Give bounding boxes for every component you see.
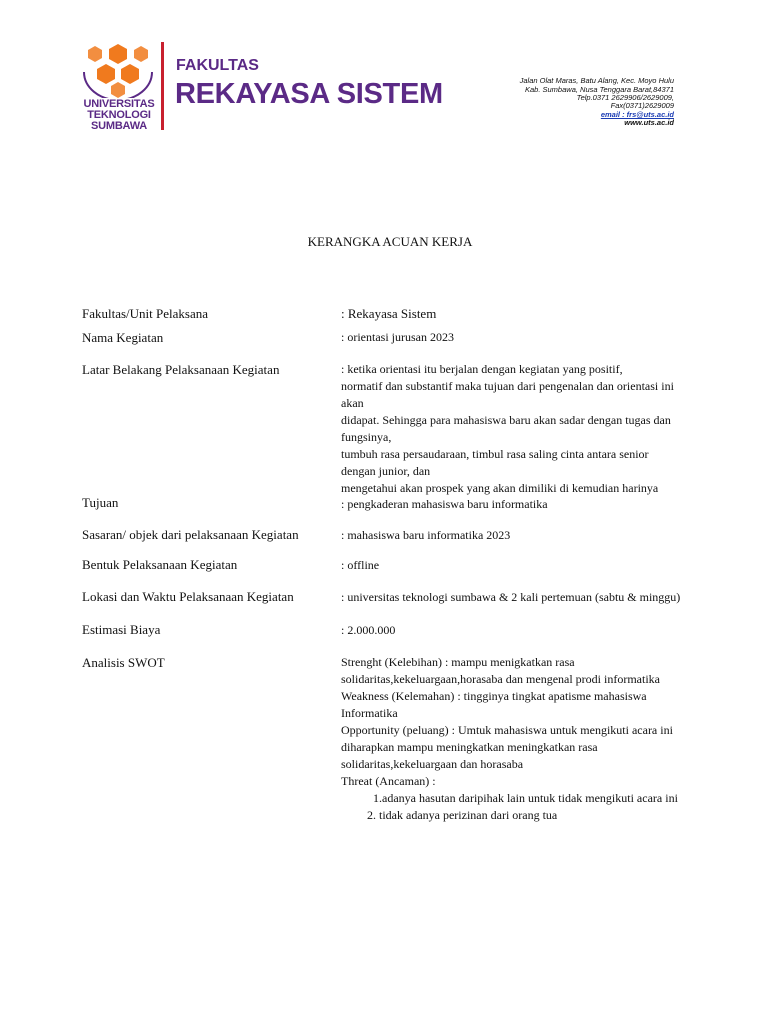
university-logo-icon bbox=[80, 42, 156, 98]
email-link[interactable]: email : frs@uts.ac.id bbox=[600, 110, 674, 119]
swot-strength: Strenght (Kelebihan) : mampu menigkatkan rasa solidaritas,kekeluargaan,horasaba dan mengenal prodi informatika bbox=[341, 655, 660, 686]
latar-line: normatif dan substantif maka tujuan dari pengenalan dan orientasi ini akan bbox=[341, 379, 674, 410]
value-tujuan: : pengkaderan mahasiswa baru informatika bbox=[341, 497, 548, 511]
latar-line: didapat. Sehingga para mahasiswa baru akan sadar dengan tugas dan fungsinya, bbox=[341, 413, 671, 444]
value-bentuk: : offline bbox=[341, 558, 380, 572]
latar-line: tumbuh rasa persaudaraan, timbul rasa saling cinta antara senior dengan junior, dan bbox=[341, 447, 649, 478]
label-swot: Analisis SWOT bbox=[82, 655, 165, 670]
swot-threat-item: 1.adanya hasutan daripihak lain untuk tidak mengikuti acara ini bbox=[373, 791, 678, 805]
value-swot bbox=[341, 654, 681, 824]
label-sasaran: Sasaran/ objek dari pelaksanaan Kegiatan bbox=[82, 527, 299, 542]
value-fakultas: : Rekayasa Sistem bbox=[341, 306, 437, 321]
website-link[interactable]: www.uts.ac.id bbox=[624, 118, 674, 127]
phone-line: Telp.0371 2629906/2629009, bbox=[576, 93, 674, 102]
document-title: KERANGKA ACUAN KERJA bbox=[307, 234, 473, 249]
faculty-label: FAKULTAS bbox=[176, 57, 259, 74]
latar-line: mengetahui akan prospek yang akan dimiliki di kemudian harinya bbox=[341, 481, 659, 495]
university-name-line: UNIVERSITAS bbox=[83, 98, 155, 110]
swot-opportunity: Opportunity (peluang) : Umtuk mahasiswa untuk mengikuti acara ini diharapkan mampu meningkatkan meningkatkan rasa solidaritas,kekeluargaan dan horasaba bbox=[341, 723, 673, 771]
value-sasaran: : mahasiswa baru informatika 2023 bbox=[341, 528, 511, 542]
latar-line: : ketika orientasi itu berjalan dengan kegiatan yang positif, bbox=[341, 362, 623, 376]
university-name-line: SUMBAWA bbox=[90, 120, 148, 132]
value-lokasi-waktu: : universitas teknologi sumbawa & 2 kali pertemuan (sabtu & minggu) bbox=[341, 590, 681, 604]
header-divider bbox=[161, 42, 164, 130]
university-name-line: TEKNOLOGI bbox=[87, 109, 151, 121]
swot-threat-item: 2. tidak adanya perizinan dari orang tua bbox=[367, 808, 558, 822]
label-bentuk: Bentuk Pelaksanaan Kegiatan bbox=[82, 557, 238, 572]
fax-line: Fax(0371)2629009 bbox=[610, 101, 674, 110]
label-estimasi-biaya: Estimasi Biaya bbox=[82, 622, 161, 637]
label-fakultas: Fakultas/Unit Pelaksana bbox=[82, 306, 209, 321]
address-line: Jalan Olat Maras, Batu Alang, Kec. Moyo Hulu bbox=[519, 76, 674, 85]
value-estimasi-biaya: : 2.000.000 bbox=[341, 623, 396, 637]
label-tujuan: Tujuan bbox=[82, 495, 119, 510]
value-nama-kegiatan: : orientasi jurusan 2023 bbox=[341, 330, 454, 344]
address-line: Kab. Sumbawa, Nusa Tenggara Barat,84371 bbox=[525, 85, 674, 94]
label-latar-belakang: Latar Belakang Pelaksanaan Kegiatan bbox=[82, 362, 280, 377]
swot-weakness: Weakness (Kelemahan) : tingginya tingkat apatisme mahasiswa Informatika bbox=[341, 689, 647, 720]
label-nama-kegiatan: Nama Kegiatan bbox=[82, 330, 164, 345]
label-lokasi-waktu: Lokasi dan Waktu Pelaksanaan Kegiatan bbox=[82, 589, 294, 604]
value-latar-belakang bbox=[341, 361, 681, 497]
swot-threat: Threat (Ancaman) : bbox=[341, 774, 436, 788]
faculty-name: REKAYASA SISTEM bbox=[175, 78, 443, 110]
